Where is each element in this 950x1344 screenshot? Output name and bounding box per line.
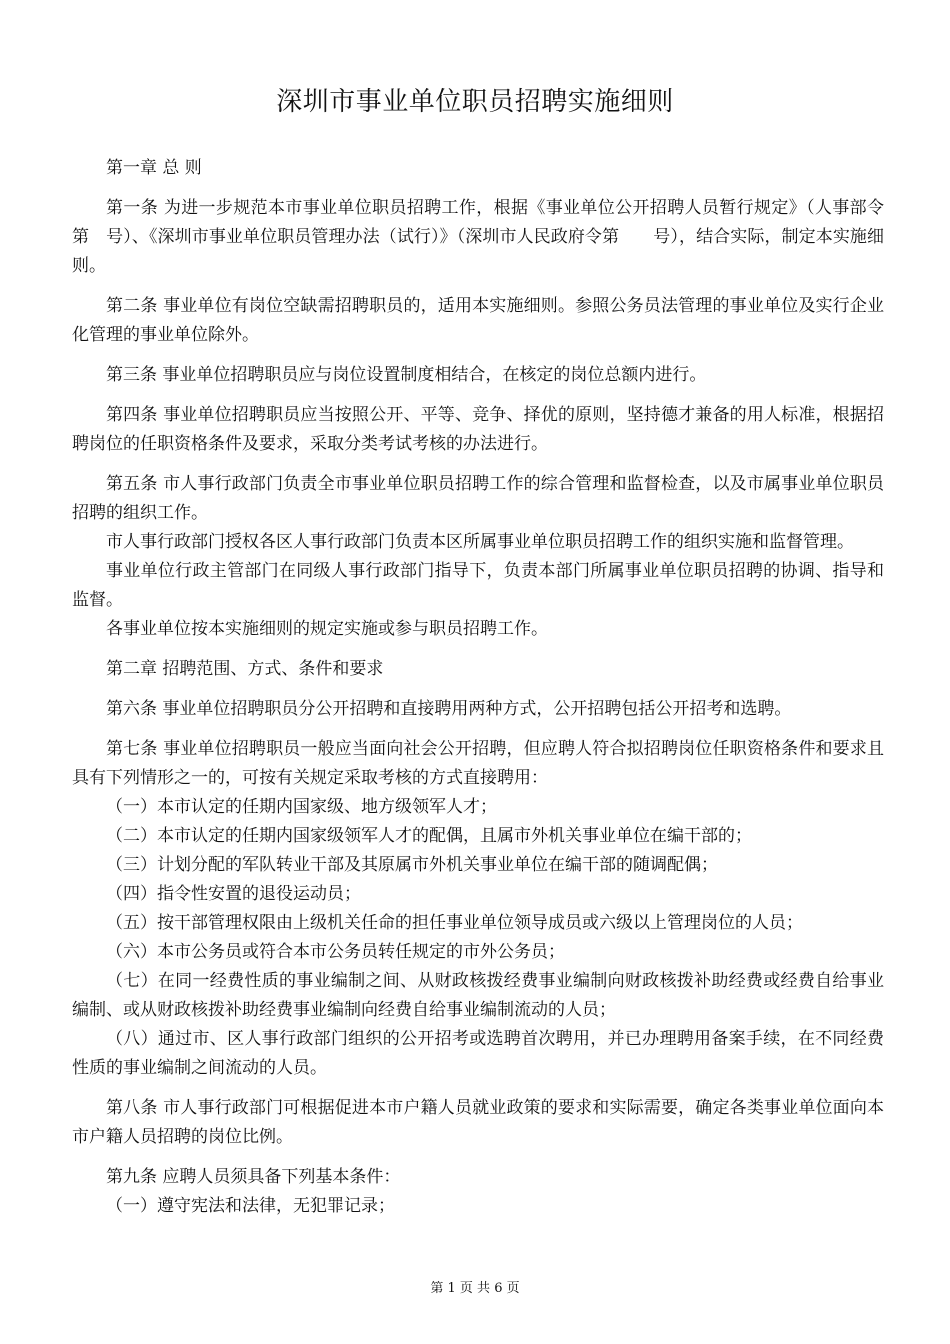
document-body bbox=[72, 143, 884, 1221]
article-5: 第五条 市人事行政部门负责全市事业单位职员招聘工作的综合管理和监督检查，以及市属事业单位职员招聘的组织工作。 bbox=[72, 474, 884, 523]
article-9-item-1: （一）遵守宪法和法律，无犯罪记录； bbox=[106, 1196, 395, 1216]
chapter-heading-1: 第一章 总 则 bbox=[106, 158, 202, 178]
article-7-item-5: （五）按干部管理权限由上级机关任命的担任事业单位领导成员或六级以上管理岗位的人员； bbox=[106, 913, 803, 933]
article-6: 第六条 事业单位招聘职员分公开招聘和直接聘用两种方式，公开招聘包括公开招考和选聘。 bbox=[106, 699, 792, 719]
article-9: 第九条 应聘人员须具备下列基本条件： bbox=[106, 1167, 401, 1187]
article-7-item-1: （一）本市认定的任期内国家级、地方级领军人才； bbox=[106, 797, 497, 817]
article-5-para-3: 事业单位行政主管部门在同级人事行政部门指导下，负责本部门所属事业单位职员招聘的协调、指导和监督。 bbox=[72, 561, 884, 610]
article-1: 第一条 为进一步规范本市事业单位职员招聘工作，根据《事业单位公开招聘人员暂行规定》（人事部令第 号）、《深圳市事业单位职员管理办法（试行）》（深圳市人民政府令第 号），结合实际，制定本实施细则。 bbox=[72, 198, 884, 276]
article-7-item-4: （四）指令性安置的退役运动员； bbox=[106, 884, 361, 904]
article-5-para-2: 市人事行政部门授权各区人事行政部门负责本区所属事业单位职员招聘工作的组织实施和监督管理。 bbox=[106, 532, 854, 552]
page-number-footer: 第 1 页 共 6 页 bbox=[430, 1281, 520, 1296]
article-3: 第三条 事业单位招聘职员应与岗位设置制度相结合，在核定的岗位总额内进行。 bbox=[106, 365, 707, 385]
article-7-item-6: （六）本市公务员或符合本市公务员转任规定的市外公务员； bbox=[106, 942, 565, 962]
article-7-item-2: （二）本市认定的任期内国家级领军人才的配偶，且属市外机关事业单位在编干部的； bbox=[106, 826, 752, 846]
article-5-para-4: 各事业单位按本实施细则的规定实施或参与职员招聘工作。 bbox=[106, 619, 548, 639]
chapter-heading-2: 第二章 招聘范围、方式、条件和要求 bbox=[106, 659, 384, 679]
article-7: 第七条 事业单位招聘职员一般应当面向社会公开招聘，但应聘人符合拟招聘岗位任职资格条件和要求且具有下列情形之一的，可按有关规定采取考核的方式直接聘用： bbox=[72, 739, 884, 788]
article-4: 第四条 事业单位招聘职员应当按照公开、平等、竞争、择优的原则，坚持德才兼备的用人标准，根据招聘岗位的任职资格条件及要求，采取分类考试考核的办法进行。 bbox=[72, 405, 884, 454]
article-7-item-3: （三）计划分配的军队转业干部及其原属市外机关事业单位在编干部的随调配偶； bbox=[106, 855, 718, 875]
article-7-item-7: （七）在同一经费性质的事业编制之间、从财政核拨经费事业编制向财政核拨补助经费或经费自给事业编制、或从财政核拨补助经费事业编制向经费自给事业编制流动的人员； bbox=[72, 971, 884, 1020]
article-2: 第二条 事业单位有岗位空缺需招聘职员的，适用本实施细则。参照公务员法管理的事业单位及实行企业化管理的事业单位除外。 bbox=[72, 296, 884, 345]
article-7-item-8: （八）通过市、区人事行政部门组织的公开招考或选聘首次聘用，并已办理聘用备案手续，在不同经费性质的事业编制之间流动的人员。 bbox=[72, 1029, 884, 1078]
document-title: 深圳市事业单位职员招聘实施细则 bbox=[276, 87, 674, 117]
article-8: 第八条 市人事行政部门可根据促进本市户籍人员就业政策的要求和实际需要，确定各类事业单位面向本市户籍人员招聘的岗位比例。 bbox=[72, 1098, 884, 1147]
